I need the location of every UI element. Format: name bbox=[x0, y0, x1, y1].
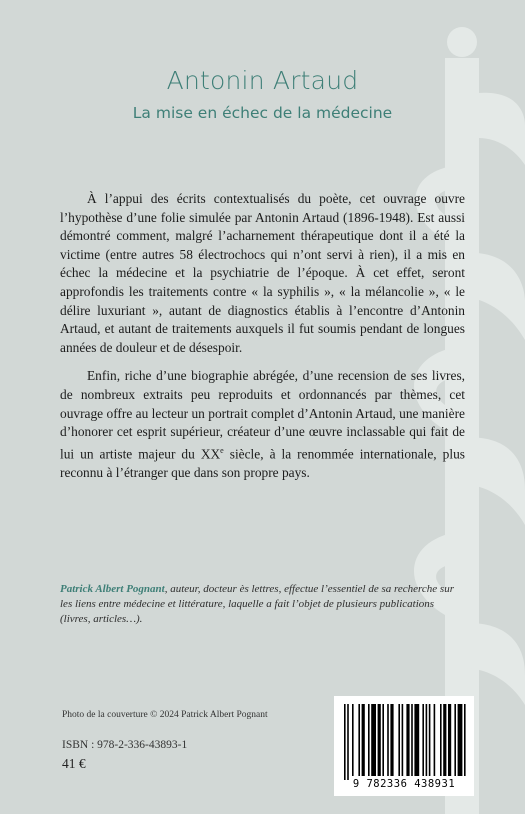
barcode-bar bbox=[368, 704, 370, 776]
price: 41 € bbox=[62, 756, 86, 771]
century-superscript: e bbox=[220, 445, 224, 455]
barcode-bar bbox=[358, 704, 360, 776]
barcode-bar bbox=[352, 704, 354, 776]
barcode-bar bbox=[406, 704, 409, 776]
author-bio bbox=[60, 582, 465, 628]
barcode-bar bbox=[426, 704, 428, 776]
blurb-paragraph-2-end: siècle, à la renommée internationale, plus reconnu à l’étranger que dans son propre pays. bbox=[60, 446, 465, 480]
barcode-bar bbox=[411, 704, 413, 776]
barcode-bar bbox=[402, 704, 404, 776]
barcode-bar bbox=[347, 704, 349, 780]
barcode-bar bbox=[458, 704, 463, 776]
author-bio-text: , auteur, docteur ès lettres, effectue l’essentiel de sa recherche sur les liens entre médecine et littérature, laquelle a fait l’objet de plusieurs publications (livres, articles…). bbox=[60, 583, 454, 626]
barcode-bar bbox=[382, 704, 384, 776]
barcode bbox=[334, 696, 474, 796]
barcode-bar bbox=[448, 704, 451, 776]
barcode-bar bbox=[434, 704, 436, 776]
barcode-bar bbox=[378, 704, 381, 776]
barcode-bar bbox=[414, 704, 419, 776]
isbn: ISBN : 978-2-336-43893-1 bbox=[62, 739, 188, 751]
book-title: Antonin Artaud bbox=[166, 66, 359, 95]
barcode-bar bbox=[422, 704, 424, 776]
blurb-paragraph-1: À l’appui des écrits contextualisés du poète, cet ouvrage ouvre l’hypothèse d’une folie simulée par Antonin Artaud (1896-1948). Est aussi démontré comment, malgré l’acharnement thérapeutique dont il a été la victime (entre autres 58 électrochocs qui n’ont servi à rien), il a mis en échec la médecine et la psychiatrie de l’époque. À cet effet, seront approfondis les traitements contre « la syphilis », « la mélancolie », « le délire luxuriant », autant de diagnostics établis à l’encontre d’Antonin Artaud, et autant de traitements auxquels il fut soumis pendant de longues années de douleur et de désespoir. bbox=[60, 191, 465, 355]
barcode-bar bbox=[443, 704, 446, 776]
barcode-bar bbox=[398, 704, 400, 776]
barcode-bar bbox=[429, 704, 431, 776]
barcode-bar bbox=[362, 704, 365, 776]
author-name: Patrick Albert Pognant bbox=[60, 583, 165, 595]
book-subtitle: La mise en échec de la médecine bbox=[132, 104, 393, 122]
back-cover-blurb bbox=[60, 190, 465, 492]
barcode-bar bbox=[390, 704, 393, 776]
blurb-paragraph-2-text: Enfin, riche d’une biographie abrégée, d’une recension de ses livres, de nombreux extraits peu reproduits et ordonnancés par thèmes, cet ouvrage offre au lecteur un portrait complet d’Antonin Artaud, une manière d’honorer cet esprit supérieur, créateur d’une œuvre inclassable qui fait de lui un artiste majeur du XX bbox=[60, 368, 465, 462]
barcode-bar bbox=[454, 704, 456, 776]
barcode-bar bbox=[387, 704, 389, 776]
barcode-bar bbox=[464, 704, 466, 776]
barcode-bar bbox=[344, 704, 346, 780]
barcode-bar bbox=[440, 704, 442, 776]
photo-credit: Photo de la couverture © 2024 Patrick Albert Pognant bbox=[62, 710, 268, 720]
blurb-paragraph-2 bbox=[60, 367, 465, 482]
barcode-bar bbox=[371, 704, 376, 776]
barcode-number: 9 782336 438931 bbox=[352, 778, 456, 790]
